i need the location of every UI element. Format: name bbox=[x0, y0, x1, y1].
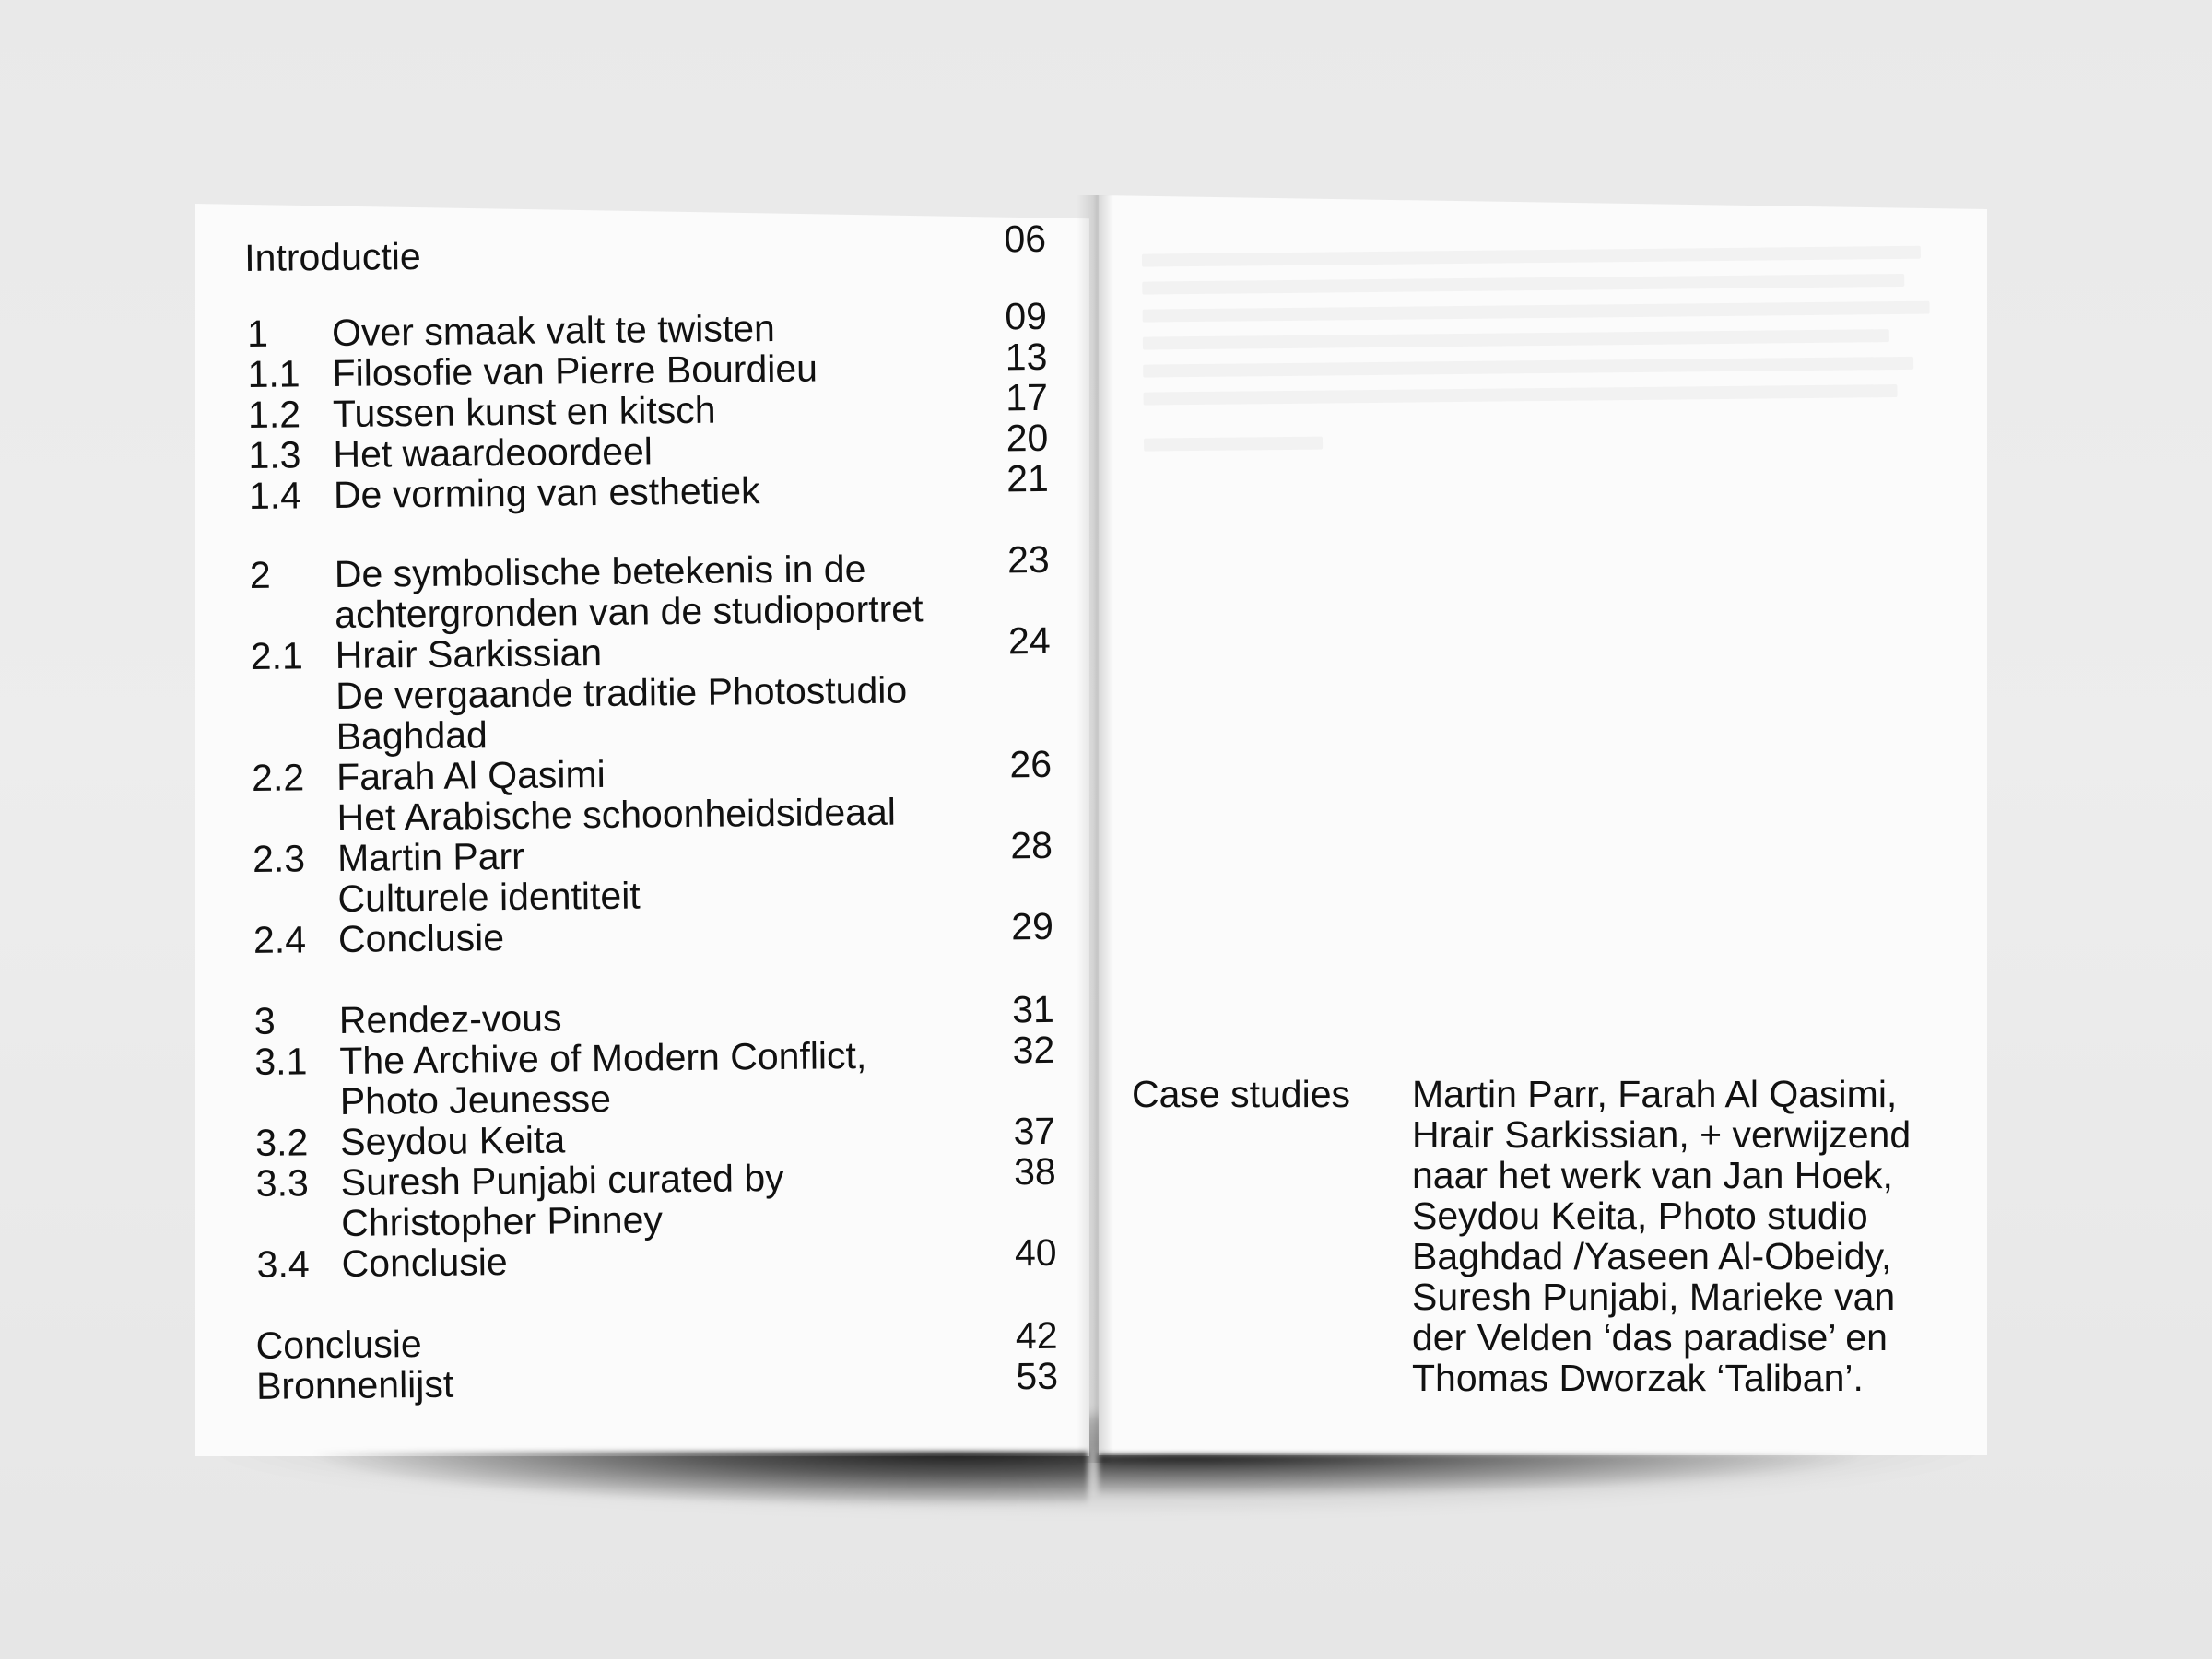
show-through-line bbox=[1143, 384, 1897, 406]
toc-title: Rendez-vous bbox=[338, 996, 562, 1041]
toc-page-number: 06 bbox=[1004, 217, 1047, 261]
toc-entry-bronnenlijst bbox=[255, 1354, 1077, 1407]
case-studies-line: Thomas Dworzak ‘Taliban’. bbox=[1412, 1357, 1864, 1399]
toc-title: De vorming van esthetiek bbox=[333, 469, 760, 516]
toc-title: Conclusie bbox=[337, 916, 505, 960]
toc-number: 1.4 bbox=[248, 474, 302, 517]
show-through-line bbox=[1142, 274, 1904, 295]
toc-page-number: 23 bbox=[1006, 537, 1050, 582]
toc-page-number: 24 bbox=[1007, 618, 1051, 663]
case-studies-line: Suresh Punjabi, Marieke van bbox=[1412, 1276, 1896, 1318]
toc-page-number: 31 bbox=[1011, 987, 1055, 1031]
toc-title: Het Arabische schoonheidsideaal bbox=[336, 790, 897, 839]
toc-number: 1 bbox=[246, 312, 269, 355]
toc-page-number: 20 bbox=[1006, 416, 1049, 460]
left-page-curl-shadow bbox=[195, 1452, 1088, 1516]
show-through-text bbox=[1142, 230, 1956, 465]
toc-title: Over smaak valt te twisten bbox=[331, 306, 776, 355]
toc-number: 3.1 bbox=[254, 1040, 308, 1083]
toc-page-number: 28 bbox=[1010, 823, 1053, 867]
toc-title: Seydou Keita bbox=[340, 1118, 566, 1163]
toc-title: De symbolische betekenis in de bbox=[334, 547, 866, 595]
toc-entry-introductie bbox=[243, 217, 1065, 279]
toc-title: The Archive of Modern Conflict, bbox=[339, 1033, 867, 1082]
toc-title: Martin Parr bbox=[336, 834, 525, 879]
case-studies-label: Case studies bbox=[1132, 1073, 1351, 1115]
toc-number: 1.1 bbox=[247, 352, 300, 395]
toc-page-number: 17 bbox=[1006, 375, 1049, 419]
toc-page-number: 32 bbox=[1012, 1028, 1055, 1072]
right-page-curl-shadow bbox=[1099, 1454, 1987, 1505]
case-studies-line: Hrair Sarkissian, + verwijzend bbox=[1412, 1113, 1912, 1156]
page-gutter bbox=[1077, 195, 1113, 1463]
toc-title: Photo Jeunesse bbox=[339, 1077, 612, 1123]
toc-number: 3 bbox=[253, 999, 276, 1042]
toc-number: 3.2 bbox=[255, 1121, 309, 1164]
toc-title: Tussen kunst en kitsch bbox=[332, 388, 716, 436]
toc-page-number: 13 bbox=[1005, 335, 1048, 379]
case-studies-text bbox=[1412, 1074, 1983, 1398]
toc-number: 2.4 bbox=[253, 918, 307, 961]
toc-page-number: 42 bbox=[1015, 1313, 1058, 1358]
toc-page-number: 21 bbox=[1006, 456, 1050, 500]
show-through-line bbox=[1142, 246, 1921, 267]
toc-number: 2.1 bbox=[250, 634, 303, 677]
toc-title: Conclusie bbox=[255, 1323, 422, 1367]
toc-entry bbox=[254, 1230, 1075, 1286]
toc-page-number: 09 bbox=[1005, 294, 1048, 338]
toc-page-number: 53 bbox=[1016, 1354, 1059, 1398]
show-through-line bbox=[1144, 437, 1323, 452]
toc-number: 1.3 bbox=[248, 433, 301, 477]
toc-title: Filosofie van Pierre Bourdieu bbox=[332, 347, 818, 395]
toc-title: Farah Al Qasimi bbox=[335, 752, 606, 798]
toc-number: 3.4 bbox=[256, 1242, 310, 1286]
case-studies-line: naar het werk van Jan Hoek, bbox=[1412, 1154, 1893, 1196]
toc-title: Hrair Sarkissian bbox=[335, 630, 603, 677]
toc-page-number: 37 bbox=[1013, 1109, 1056, 1153]
toc-title: Culturele identiteit bbox=[337, 874, 641, 920]
toc-title: Suresh Punjabi curated by bbox=[340, 1156, 784, 1204]
case-studies-line: Baghdad /Yaseen Al-Obeidy, bbox=[1412, 1235, 1892, 1277]
toc-number: 1.2 bbox=[247, 393, 301, 436]
toc-title: achtergronden van de studioportret bbox=[335, 587, 924, 636]
toc-entry bbox=[252, 904, 1072, 961]
case-studies-line: der Velden ‘das paradise’ en bbox=[1412, 1316, 1888, 1359]
show-through-line bbox=[1143, 301, 1930, 323]
toc-page-number: 38 bbox=[1013, 1149, 1056, 1194]
toc-title: Bronnenlijst bbox=[255, 1362, 454, 1407]
toc-title: De vergaande traditie Photostudio bbox=[335, 668, 908, 717]
toc-title: Baghdad bbox=[335, 713, 488, 758]
toc-page-number: 40 bbox=[1014, 1230, 1057, 1275]
toc-title: Introductie bbox=[243, 234, 421, 279]
show-through-line bbox=[1143, 357, 1913, 378]
toc-page-number: 26 bbox=[1009, 742, 1053, 786]
toc-number: 3.3 bbox=[255, 1161, 309, 1205]
toc-title: Christopher Pinney bbox=[340, 1198, 664, 1244]
toc-title: Het waardeoordeel bbox=[333, 429, 653, 477]
toc-entry bbox=[247, 456, 1067, 517]
case-studies-line: Martin Parr, Farah Al Qasimi, bbox=[1412, 1073, 1898, 1115]
toc-number: 2.2 bbox=[251, 756, 305, 799]
toc-number: 2.3 bbox=[252, 837, 306, 880]
show-through-line bbox=[1143, 329, 1889, 349]
toc-page-number: 29 bbox=[1011, 904, 1054, 948]
toc-title: Conclusie bbox=[341, 1241, 508, 1285]
case-studies-line: Seydou Keita, Photo studio bbox=[1412, 1194, 1868, 1237]
toc-number: 2 bbox=[249, 553, 271, 596]
